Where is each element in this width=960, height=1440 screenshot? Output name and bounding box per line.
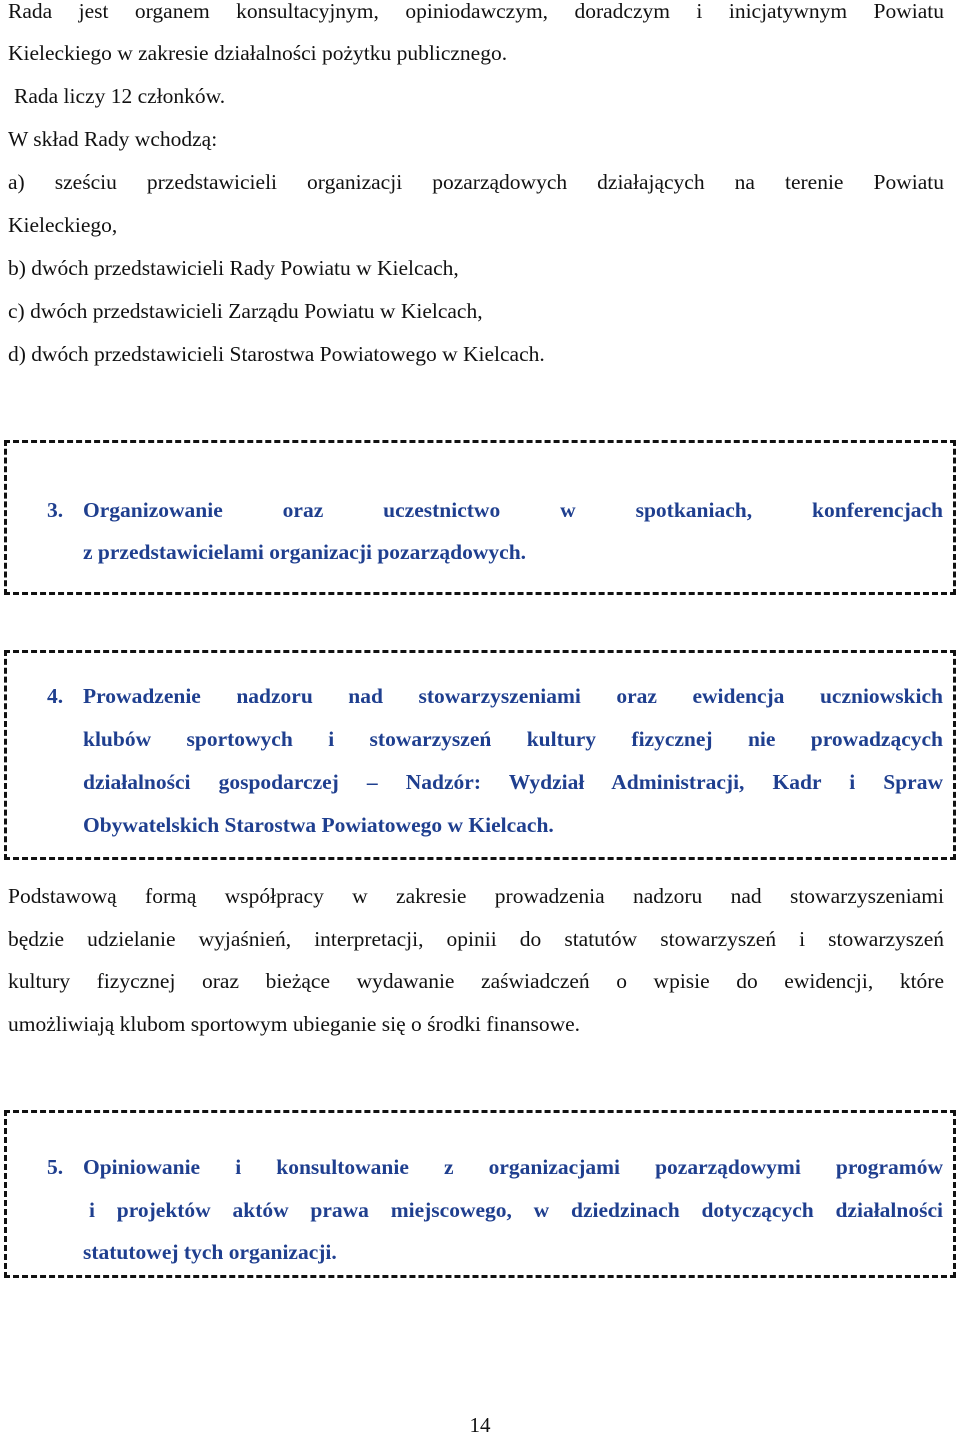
item-d: d) dwóch przedstawicieli Starostwa Powiatowego w Kielcach. <box>8 342 545 366</box>
council-size: Rada liczy 12 członków. <box>14 84 226 108</box>
paragraph-line-1: Podstawową formą współpracy w zakresie prowadzenia nadzoru nad stowarzyszeniami <box>8 884 944 908</box>
page-number: 14 <box>469 1413 491 1437</box>
item-a-line-1: a) sześciu przedstawicieli organizacji pozarządowych działających na terenie Powiatu <box>8 170 944 194</box>
section-5-title-line-1: Opiniowanie i konsultowanie z organizacjami pozarządowymi programów <box>83 1155 943 1179</box>
section-4-title-line-2: klubów sportowych i stowarzyszeń kultury fizycznej nie prowadzących <box>83 727 943 751</box>
item-c: c) dwóch przedstawicieli Zarządu Powiatu w Kielcach, <box>8 299 483 323</box>
item-a-line-2: Kieleckiego, <box>8 213 118 237</box>
section-5-number: 5. <box>47 1155 64 1179</box>
paragraph-line-2: będzie udzielanie wyjaśnień, interpretacji, opinii do statutów stowarzyszeń i stowarzyszeń <box>8 927 944 951</box>
section-3-number: 3. <box>47 498 64 522</box>
section-3-title-line-2: z przedstawicielami organizacji pozarządowych. <box>83 540 527 564</box>
section-5-title-line-3: statutowej tych organizacji. <box>83 1240 337 1264</box>
section-3-title-line-1: Organizowanie oraz uczestnictwo w spotkaniach, konferencjach <box>83 498 943 522</box>
section-4-title-line-4: Obywatelskich Starostwa Powiatowego w Kielcach. <box>83 813 554 837</box>
item-b: b) dwóch przedstawicieli Rady Powiatu w Kielcach, <box>8 256 459 280</box>
intro-line-2: Kieleckiego w zakresie działalności pożytku publicznego. <box>8 41 508 65</box>
composition-heading: W skład Rady wchodzą: <box>8 127 218 151</box>
section-4-number: 4. <box>47 684 64 708</box>
paragraph-line-3: kultury fizycznej oraz bieżące wydawanie zaświadczeń o wpisie do ewidencji, które <box>8 969 944 993</box>
intro-line-1: Rada jest organem konsultacyjnym, opiniodawczym, doradczym i inicjatywnym Powiatu <box>8 0 944 23</box>
section-4-title-line-3: działalności gospodarczej – Nadzór: Wydział Administracji, Kadr i Spraw <box>83 770 943 794</box>
section-5-title-line-2: i projektów aktów prawa miejscowego, w dziedzinach dotyczących działalności <box>89 1198 943 1222</box>
section-4-title-line-1: Prowadzenie nadzoru nad stowarzyszeniami oraz ewidencja uczniowskich <box>83 684 943 708</box>
paragraph-line-4: umożliwiają klubom sportowym ubieganie się o środki finansowe. <box>8 1012 581 1036</box>
